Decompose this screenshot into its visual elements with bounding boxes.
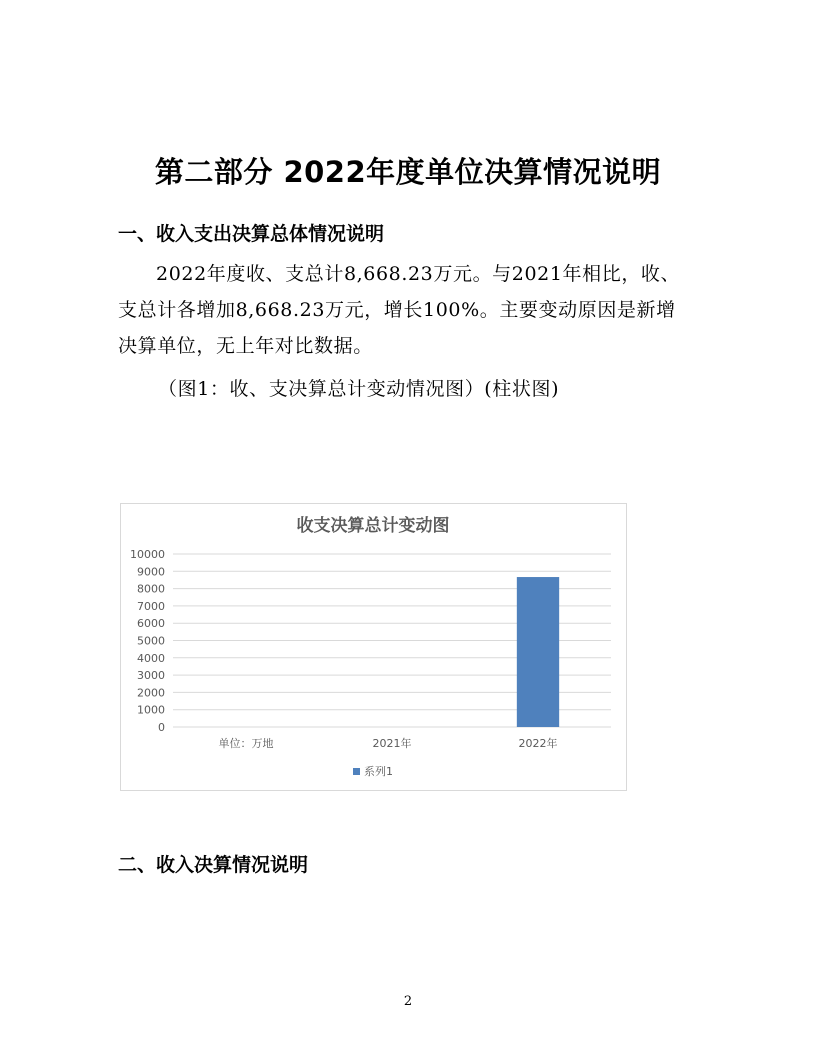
y-tick-label: 8000 xyxy=(137,582,165,596)
page-title: 第二部分 2022年度单位决算情况说明 xyxy=(154,155,662,189)
y-tick-label: 0 xyxy=(158,721,165,734)
y-tick-label: 9000 xyxy=(137,565,165,579)
paragraph-line-3: 决算单位，无上年对比数据。 xyxy=(118,335,373,357)
y-tick-label: 5000 xyxy=(137,634,165,648)
section-heading-2: 二、收入决算情况说明 xyxy=(118,854,309,876)
bar-chart xyxy=(121,504,626,790)
section-heading-1: 一、收入支出决算总体情况说明 xyxy=(118,223,385,245)
paragraph-line-1: 2022年度收、支总计8,668.23万元。与2021年相比，收、 xyxy=(156,263,681,285)
y-tick-label: 7000 xyxy=(137,599,165,613)
paragraph-line-2: 支总计各增加8,668.23万元，增长100%。主要变动原因是新增 xyxy=(118,299,676,321)
x-tick-label: 2022年 xyxy=(518,737,558,750)
bar-3 xyxy=(517,577,559,727)
y-tick-label: 4000 xyxy=(137,651,165,665)
chart-container xyxy=(120,503,627,791)
x-tick-label: 单位：万地 xyxy=(218,737,274,750)
chart-legend xyxy=(353,764,393,778)
legend-label-series1: 系列1 xyxy=(364,765,393,778)
page-number: 2 xyxy=(403,994,413,1009)
figure-caption: （图1：收、支决算总计变动情况图）(柱状图) xyxy=(158,378,560,400)
y-tick-label: 2000 xyxy=(137,686,165,700)
summary-paragraph xyxy=(118,256,698,364)
legend-swatch xyxy=(353,768,360,775)
y-tick-label: 1000 xyxy=(137,703,165,717)
y-tick-label: 3000 xyxy=(137,669,165,683)
y-tick-label: 6000 xyxy=(137,617,165,631)
y-tick-label: 10000 xyxy=(130,548,165,561)
chart-title: 收支决算总计变动图 xyxy=(296,516,450,536)
x-tick-label: 2021年 xyxy=(372,737,412,750)
